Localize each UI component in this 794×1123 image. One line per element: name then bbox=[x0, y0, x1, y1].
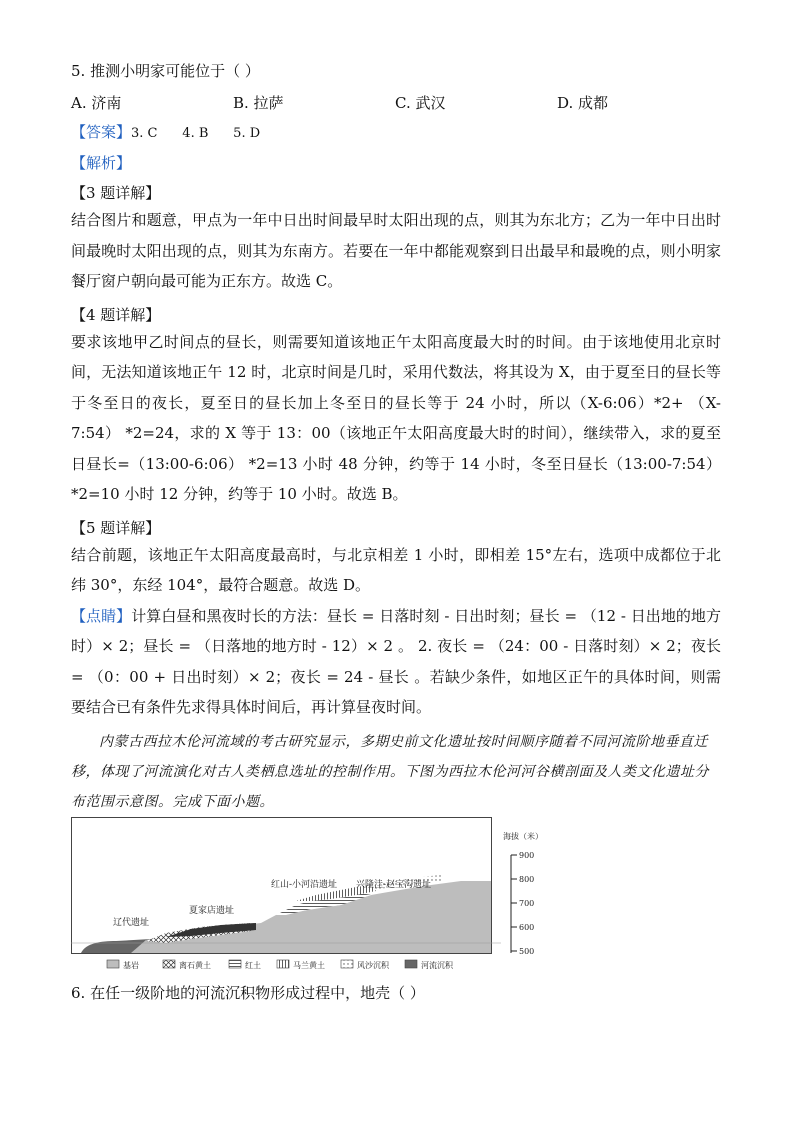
river-profile-diagram bbox=[71, 815, 543, 975]
q3-heading: 【3 题详解】 bbox=[71, 184, 161, 202]
legend-label-lishi: 离石黄土 bbox=[179, 961, 211, 970]
legend-swatch-malan bbox=[277, 960, 289, 968]
legend-swatch-lishi bbox=[163, 960, 175, 968]
option-c: C. 武汉 bbox=[395, 93, 446, 112]
legend bbox=[107, 960, 454, 970]
tip-label: 【点睛】 bbox=[71, 606, 132, 625]
legend-label-red-earth: 红土 bbox=[245, 961, 261, 970]
q5-stem: 5. 推测小明家可能位于（ ） bbox=[71, 62, 260, 80]
q4-heading: 【4 题详解】 bbox=[71, 305, 161, 324]
tick-label-800: 800 bbox=[519, 875, 535, 884]
q5-options bbox=[71, 89, 721, 115]
intro-paragraph: 内蒙古西拉木伦河流域的考古研究显示，多期史前文化遗址按时间顺序随着不同河流阶地垂直迁移，体现了河流演化对古人类栖息选址的控制作用。下图为西拉木伦河河谷横剖面及人类文化遗址分布范围示意图。完成下面小题。 bbox=[71, 733, 709, 810]
altitude-axis-title: 海拔（米） bbox=[503, 832, 543, 841]
legend-label-malan: 马兰黄土 bbox=[293, 961, 325, 970]
tick-label-600: 600 bbox=[519, 923, 535, 932]
option-a: A. 济南 bbox=[71, 93, 122, 112]
legend-swatch-bedrock bbox=[107, 960, 119, 968]
option-d: D. 成都 bbox=[557, 93, 609, 112]
river-profile-figure bbox=[71, 815, 543, 975]
tip-body: 计算白昼和黑夜时长的方法：昼长 = 日落时刻 - 日出时刻；昼长 = （12 - 日出地的地方时）× 2；昼长 = （日落地的地方时 - 12）× 2 。 2. 夜长 = （24：00 - 日落时刻）× 2；夜长 = （0：00 + 日出时刻）× 2；夜长 = 24 - 昼长 。若缺少条件，如地区正午的具体时间，则需要结合已有条件先求得具体时间后，再计算昼夜时间。 bbox=[71, 606, 721, 716]
legend-swatch-aeolian bbox=[341, 960, 353, 968]
answer-text: 3. C 4. B 5. D bbox=[131, 126, 261, 141]
site-label-xiajiadian: 夏家店遗址 bbox=[189, 906, 235, 916]
answer-line bbox=[71, 121, 721, 145]
tick-label-500: 500 bbox=[519, 947, 535, 956]
q5-detail-heading: 【5 题详解】 bbox=[71, 518, 161, 537]
site-label-hongshan: 红山-小河沿遗址 bbox=[271, 880, 338, 890]
tip-paragraph bbox=[71, 601, 721, 723]
legend-swatch-red-earth bbox=[229, 960, 241, 968]
analysis-label: 【解析】 bbox=[71, 154, 132, 172]
answer-label: 【答案】 bbox=[71, 123, 132, 141]
site-label-xinglongwa: 兴隆洼-赵宝沟遗址 bbox=[356, 880, 432, 890]
site-label-liao: 辽代遗址 bbox=[113, 918, 150, 928]
legend-label-bedrock: 基岩 bbox=[123, 961, 139, 970]
legend-swatch-river bbox=[405, 960, 417, 968]
q6-stem: 6. 在任一级阶地的河流沉积物形成过程中，地壳（ ） bbox=[71, 984, 425, 1002]
option-b: B. 拉萨 bbox=[233, 93, 284, 112]
q5-detail-body: 结合前题，该地正午太阳高度最高时，与北京相差 1 小时，即相差 15°左右，选项中成都位于北纬 30°，东经 104°，最符合题意。故选 D。 bbox=[71, 545, 721, 594]
document-page bbox=[71, 60, 721, 817]
q4-body: 要求该地甲乙时间点的昼长，则需要知道该地正午太阳高度最大时的时间。由于该地使用北京时间，无法知道该地正午 12 时，北京时间是几时，采用代数法，将其设为 X，由于夏至日的昼长等于冬至日的夜长，夏至日的昼长加上冬至日的昼长等于 24 小时，所以（X-6:06）*2+ （X-7:54） *2=24，求的 X 等于 13：00（该地正午太阳高度最大时的时间），继续带入，求的夏至日昼长=（13:00-6:06） *2=13 小时 48 分钟，约等于 14 小时，冬至日昼长（13:00-7:54）*2=10 小时 12 分钟，约等于 10 小时。故选 B。 bbox=[71, 332, 721, 503]
tick-label-900: 900 bbox=[519, 851, 535, 860]
tick-label-700: 700 bbox=[519, 899, 535, 908]
legend-label-river: 河流沉积 bbox=[421, 961, 453, 970]
q3-body: 结合图片和题意，甲点为一年中日出时间最早时太阳出现的点，则其为东北方；乙为一年中日出时间最晚时太阳出现的点，则其为东南方。若要在一年中都能观察到日出最早和最晚的点，则小明家餐厅窗户朝向最可能为正东方。故选 C。 bbox=[71, 211, 721, 290]
legend-label-aeolian: 风沙沉积 bbox=[357, 961, 389, 970]
